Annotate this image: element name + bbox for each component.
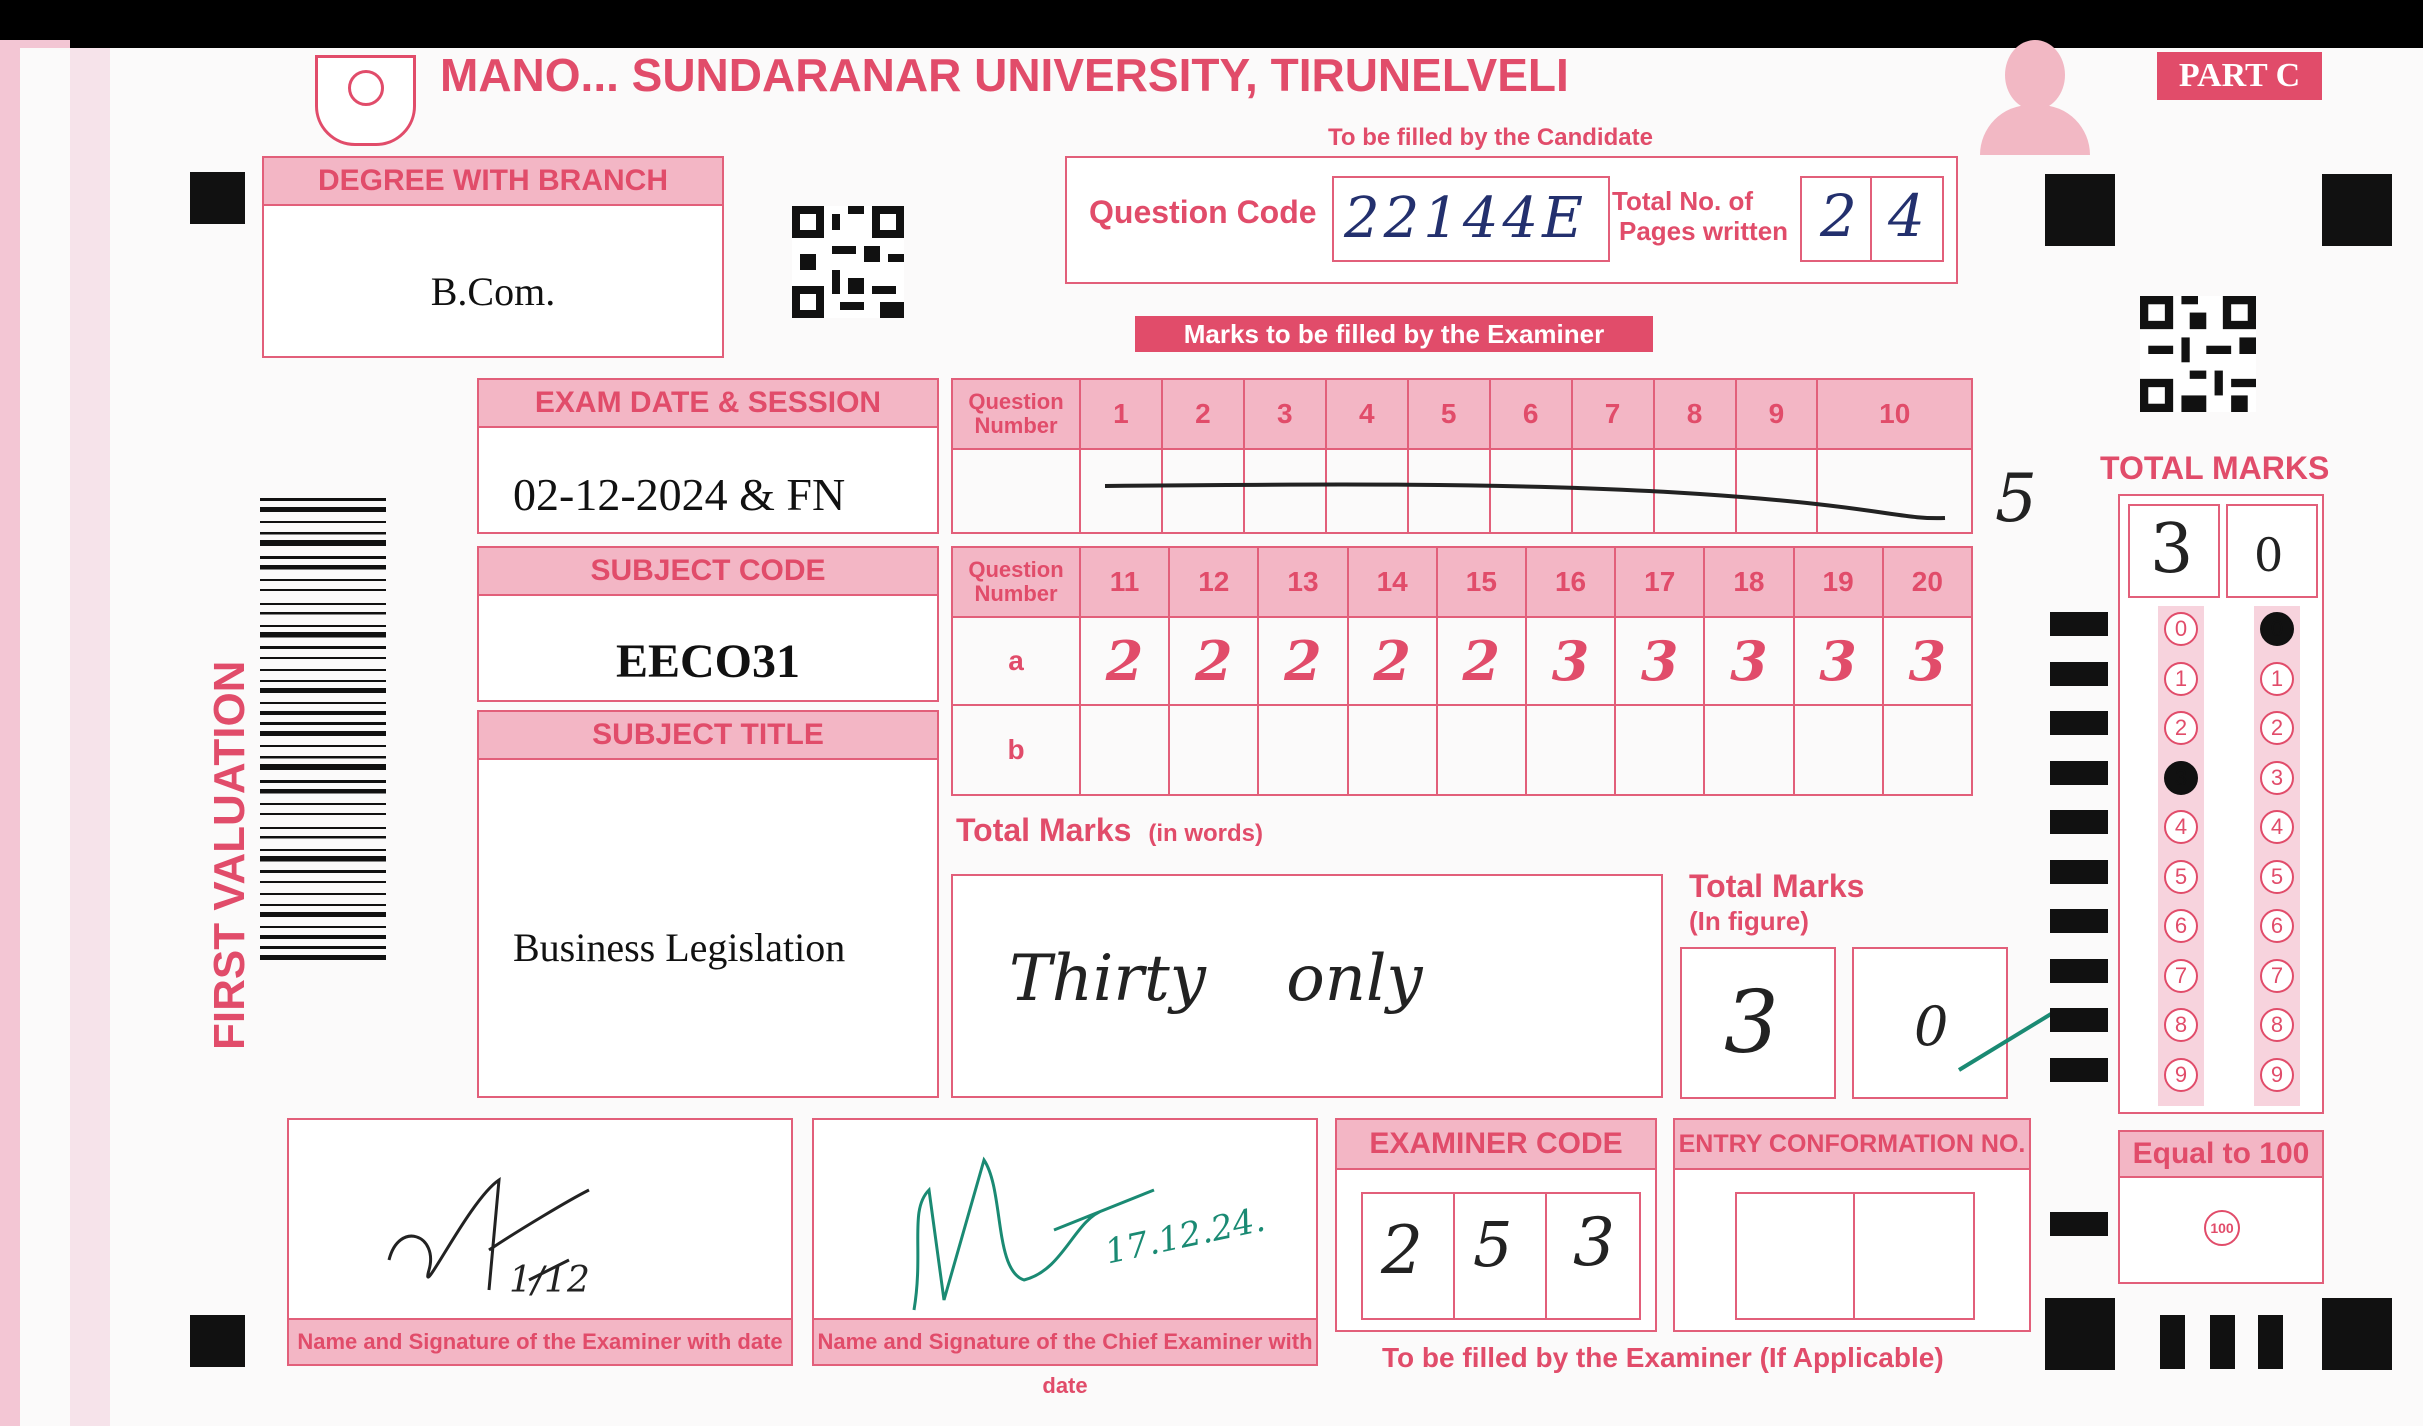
total-words-box — [951, 874, 1663, 1098]
timing-mark — [2050, 612, 2108, 636]
total-digit-2: 0 — [2254, 528, 2284, 582]
mark-a: 3 — [1883, 617, 1972, 705]
mark-a: 2 — [1437, 617, 1526, 705]
question-number: 7 — [1572, 379, 1654, 449]
mark-a: 3 — [1615, 617, 1704, 705]
entry-no-label: ENTRY CONFORMATION NO. — [1675, 1120, 2029, 1170]
units-bubble-5[interactable]: 5 — [2260, 860, 2294, 894]
emblem-icon — [315, 55, 416, 146]
examiner-signature-label: Name and Signature of the Examiner with date — [289, 1318, 791, 1364]
total-words-value: Thirty only — [1009, 942, 1423, 1016]
pages-digit-2: 4 — [1888, 182, 1925, 250]
chief-sig-date: 17.12.24. — [1101, 1199, 1269, 1273]
barcode-bar — [260, 912, 386, 917]
question-number: 15 — [1437, 547, 1526, 617]
green-tick — [1955, 1008, 2055, 1078]
timing-mark — [2050, 959, 2108, 983]
tens-bubble-7[interactable]: 7 — [2164, 959, 2198, 993]
tens-bubble-3[interactable]: 3 — [2164, 761, 2198, 795]
barcode-bar — [260, 856, 386, 862]
mark-b — [1080, 705, 1169, 795]
examiner-sig-date: 1/12 — [509, 1260, 590, 1301]
reg-mark — [2322, 174, 2392, 246]
subject-title-label: SUBJECT TITLE — [479, 712, 937, 760]
margin-strip — [70, 48, 110, 1426]
subject-code-label: SUBJECT CODE — [479, 548, 937, 596]
barcode-bar — [260, 646, 386, 649]
marks-cell — [952, 449, 1080, 533]
barcode-bar — [260, 498, 386, 501]
barcode-bar — [260, 589, 386, 591]
bubble-100[interactable]: 100 — [2204, 1210, 2240, 1246]
total-figure-sub: (In figure) — [1689, 906, 1809, 936]
question-number: 6 — [1490, 379, 1572, 449]
barcode-bar — [260, 625, 386, 627]
barcode-icon — [260, 498, 386, 966]
barcode-bar — [260, 893, 386, 895]
question-number: 18 — [1704, 547, 1793, 617]
barcode-bar — [260, 540, 386, 546]
barcode-bar — [260, 507, 386, 512]
first-valuation-label: FIRST VALUATION — [205, 660, 254, 1050]
barcode-bar — [260, 764, 386, 770]
reg-mark — [190, 1315, 245, 1367]
question-code-box — [1065, 156, 1958, 284]
total-digit-box-1 — [2128, 504, 2220, 598]
question-number: 9 — [1736, 379, 1818, 449]
side-note: 5 — [1995, 460, 2037, 537]
mark-b — [1169, 705, 1258, 795]
tens-bubble-6[interactable]: 6 — [2164, 909, 2198, 943]
tens-bubble-5[interactable]: 5 — [2164, 860, 2198, 894]
total-digit-box-2 — [2226, 504, 2318, 598]
timing-mark — [2050, 810, 2108, 834]
sub-b-label: b — [952, 705, 1080, 795]
barcode-bar — [260, 565, 386, 570]
tens-bubble-8[interactable]: 8 — [2164, 1008, 2198, 1042]
examiner-code-digit-2: 5 — [1473, 1208, 1513, 1281]
timing-mark — [2050, 1058, 2108, 1082]
mark-b — [1258, 705, 1347, 795]
timing-mark — [2050, 662, 2108, 686]
mark-b — [1615, 705, 1704, 795]
subject-title-box — [477, 710, 939, 1098]
mark-b — [1883, 705, 1972, 795]
barcode-bar — [260, 680, 386, 682]
reg-mark — [190, 172, 245, 224]
units-bubble-4[interactable]: 4 — [2260, 810, 2294, 844]
examiner-code-digit-3: 3 — [1573, 1204, 1615, 1281]
timing-mark — [2050, 860, 2108, 884]
subject-code-value: EECO31 — [615, 635, 801, 688]
question-number-header: Question Number — [952, 547, 1080, 617]
mark-b — [1348, 705, 1437, 795]
pages-field — [1800, 176, 1944, 262]
barcode-bar — [260, 711, 386, 715]
entry-no-fields[interactable] — [1735, 1192, 1975, 1320]
mark-a: 3 — [1704, 617, 1793, 705]
timing-mark — [2050, 761, 2108, 785]
question-number: 4 — [1326, 379, 1408, 449]
exam-date-label: EXAM DATE & SESSION — [479, 380, 937, 428]
pages-label-2: Pages written — [1619, 216, 1789, 246]
barcode-bar — [260, 745, 386, 747]
qr-code-icon — [792, 206, 904, 318]
question-code-value: 22144E — [1344, 186, 1588, 251]
tens-bubble-0[interactable]: 0 — [2164, 612, 2198, 646]
equal-100-label: Equal to 100 — [2120, 1132, 2322, 1178]
question-number: 5 — [1408, 379, 1490, 449]
mark-b — [1437, 705, 1526, 795]
barcode-bar — [260, 803, 386, 805]
barcode-bar — [260, 881, 386, 883]
qr-code-icon — [2140, 296, 2256, 412]
subject-code-box — [477, 546, 939, 702]
total-words-sub: (in words) — [1148, 820, 1263, 847]
strike-line — [1100, 470, 1950, 530]
barcode-bar — [260, 780, 386, 783]
units-bubble-3[interactable]: 3 — [2260, 761, 2294, 795]
barcode-bar — [260, 669, 386, 671]
total-digit-1: 3 — [2150, 510, 2194, 589]
footer-note: To be filled by the Examiner (If Applicable) — [1382, 1342, 1944, 1373]
examiner-banner: Marks to be filled by the Examiner — [1135, 316, 1653, 352]
question-number: 11 — [1080, 547, 1169, 617]
candidate-note: To be filled by the Candidate — [1328, 124, 1653, 151]
timing-mark — [2050, 909, 2108, 933]
mark-a: 2 — [1169, 617, 1258, 705]
barcode-bar — [260, 532, 386, 535]
exam-date-value: 02-12-2024 & FN — [513, 469, 846, 520]
barcode-bar — [260, 556, 386, 559]
barcode-bar — [260, 827, 386, 829]
barcode-bar — [260, 603, 386, 605]
mark-a: 2 — [1348, 617, 1437, 705]
pages-label-1: Total No. of — [1612, 186, 1754, 216]
tens-bubble-2[interactable]: 2 — [2164, 711, 2198, 745]
reg-mark — [2160, 1315, 2185, 1369]
portrait-icon — [1975, 40, 2095, 155]
total-words-label — [956, 812, 1263, 849]
mark-a: 2 — [1258, 617, 1347, 705]
degree-box — [262, 156, 724, 358]
question-number: 12 — [1169, 547, 1258, 617]
question-number: 20 — [1883, 547, 1972, 617]
barcode-bar — [260, 657, 386, 659]
subject-title-value: Business Legislation — [513, 925, 846, 970]
barcode-bar — [260, 756, 386, 759]
reg-mark — [2045, 174, 2115, 246]
total-marks-panel — [2118, 494, 2324, 1114]
question-number: 2 — [1162, 379, 1244, 449]
barcode-bar — [260, 946, 386, 949]
timing-mark — [2050, 1008, 2108, 1032]
examiner-code-fields — [1361, 1192, 1641, 1320]
chief-signature-label: Name and Signature of the Chief Examiner with date — [814, 1318, 1316, 1364]
tens-bubble-9[interactable]: 9 — [2164, 1058, 2198, 1092]
timing-mark — [2050, 1212, 2108, 1236]
barcode-bar — [260, 849, 386, 851]
barcode-bar — [260, 870, 386, 873]
sub-a-label: a — [952, 617, 1080, 705]
barcode-bar — [260, 731, 386, 736]
chief-signature-box — [812, 1118, 1318, 1398]
barcode-bar — [260, 612, 386, 615]
barcode-bar — [260, 926, 386, 928]
barcode-bar — [260, 836, 386, 839]
examiner-code-digit-1: 2 — [1381, 1212, 1423, 1289]
barcode-bar — [260, 722, 386, 725]
units-bubble-8[interactable]: 8 — [2260, 1008, 2294, 1042]
barcode-bar — [260, 688, 386, 693]
total-figure-box-1 — [1680, 947, 1836, 1099]
pages-digit-1: 2 — [1820, 182, 1857, 250]
tens-bubble-1[interactable]: 1 — [2164, 662, 2198, 696]
reg-mark — [2210, 1315, 2235, 1369]
mark-b — [1704, 705, 1793, 795]
units-bubble-7[interactable]: 7 — [2260, 959, 2294, 993]
question-code-label: Question Code — [1089, 194, 1317, 230]
total-figure-label: Total Marks — [1689, 868, 1865, 904]
units-bubble-2[interactable]: 2 — [2260, 711, 2294, 745]
barcode-bar — [260, 955, 386, 960]
question-number: 17 — [1615, 547, 1704, 617]
degree-label: DEGREE WITH BRANCH — [264, 158, 722, 206]
question-number: 8 — [1654, 379, 1736, 449]
question-number: 14 — [1348, 547, 1437, 617]
barcode-bar — [260, 904, 386, 906]
question-code-field — [1332, 176, 1610, 262]
part-badge: PART C — [2157, 52, 2322, 100]
question-number: 3 — [1244, 379, 1326, 449]
mark-b — [1794, 705, 1883, 795]
reg-mark — [2322, 1298, 2392, 1370]
university-title: MANO... SUNDARANAR UNIVERSITY, TIRUNELVELI — [440, 49, 1569, 101]
examiner-signature — [369, 1140, 669, 1330]
barcode-bar — [260, 521, 386, 523]
examiner-signature-box — [287, 1118, 793, 1366]
barcode-bar — [260, 789, 386, 794]
barcode-bar — [260, 935, 386, 939]
total-marks-panel-label: TOTAL MARKS — [2100, 450, 2330, 486]
question-number-header: Question Number — [952, 379, 1080, 449]
total-figure-digit-2: 0 — [1914, 995, 1949, 1058]
mark-a: 2 — [1080, 617, 1169, 705]
examiner-code-box — [1335, 1118, 1657, 1332]
tens-bubble-4[interactable]: 4 — [2164, 810, 2198, 844]
entry-no-box — [1673, 1118, 2031, 1332]
total-words-title: Total Marks — [956, 812, 1132, 848]
timing-mark — [2050, 711, 2108, 735]
question-number: 1 — [1080, 379, 1162, 449]
degree-value: B.Com. — [430, 269, 556, 314]
reg-mark — [2045, 1298, 2115, 1370]
equal-100-box — [2118, 1130, 2324, 1284]
units-bubble-9[interactable]: 9 — [2260, 1058, 2294, 1092]
mark-a: 3 — [1794, 617, 1883, 705]
examiner-code-label: EXAMINER CODE — [1337, 1120, 1655, 1170]
question-number: 10 — [1817, 379, 1972, 449]
barcode-bar — [260, 579, 386, 581]
mark-a: 3 — [1526, 617, 1615, 705]
question-number: 16 — [1526, 547, 1615, 617]
question-number: 19 — [1794, 547, 1883, 617]
barcode-bar — [260, 632, 386, 638]
barcode-bar — [260, 702, 386, 704]
mark-b — [1526, 705, 1615, 795]
units-bubble-1[interactable]: 1 — [2260, 662, 2294, 696]
units-bubble-6[interactable]: 6 — [2260, 909, 2294, 943]
exam-date-box — [477, 378, 939, 534]
question-grid-bottom — [951, 546, 1973, 796]
reg-mark — [2258, 1315, 2283, 1369]
total-figure-digit-1: 3 — [1724, 973, 1779, 1073]
barcode-bar — [260, 813, 386, 815]
units-bubble-0[interactable]: 0 — [2260, 612, 2294, 646]
question-number: 13 — [1258, 547, 1347, 617]
